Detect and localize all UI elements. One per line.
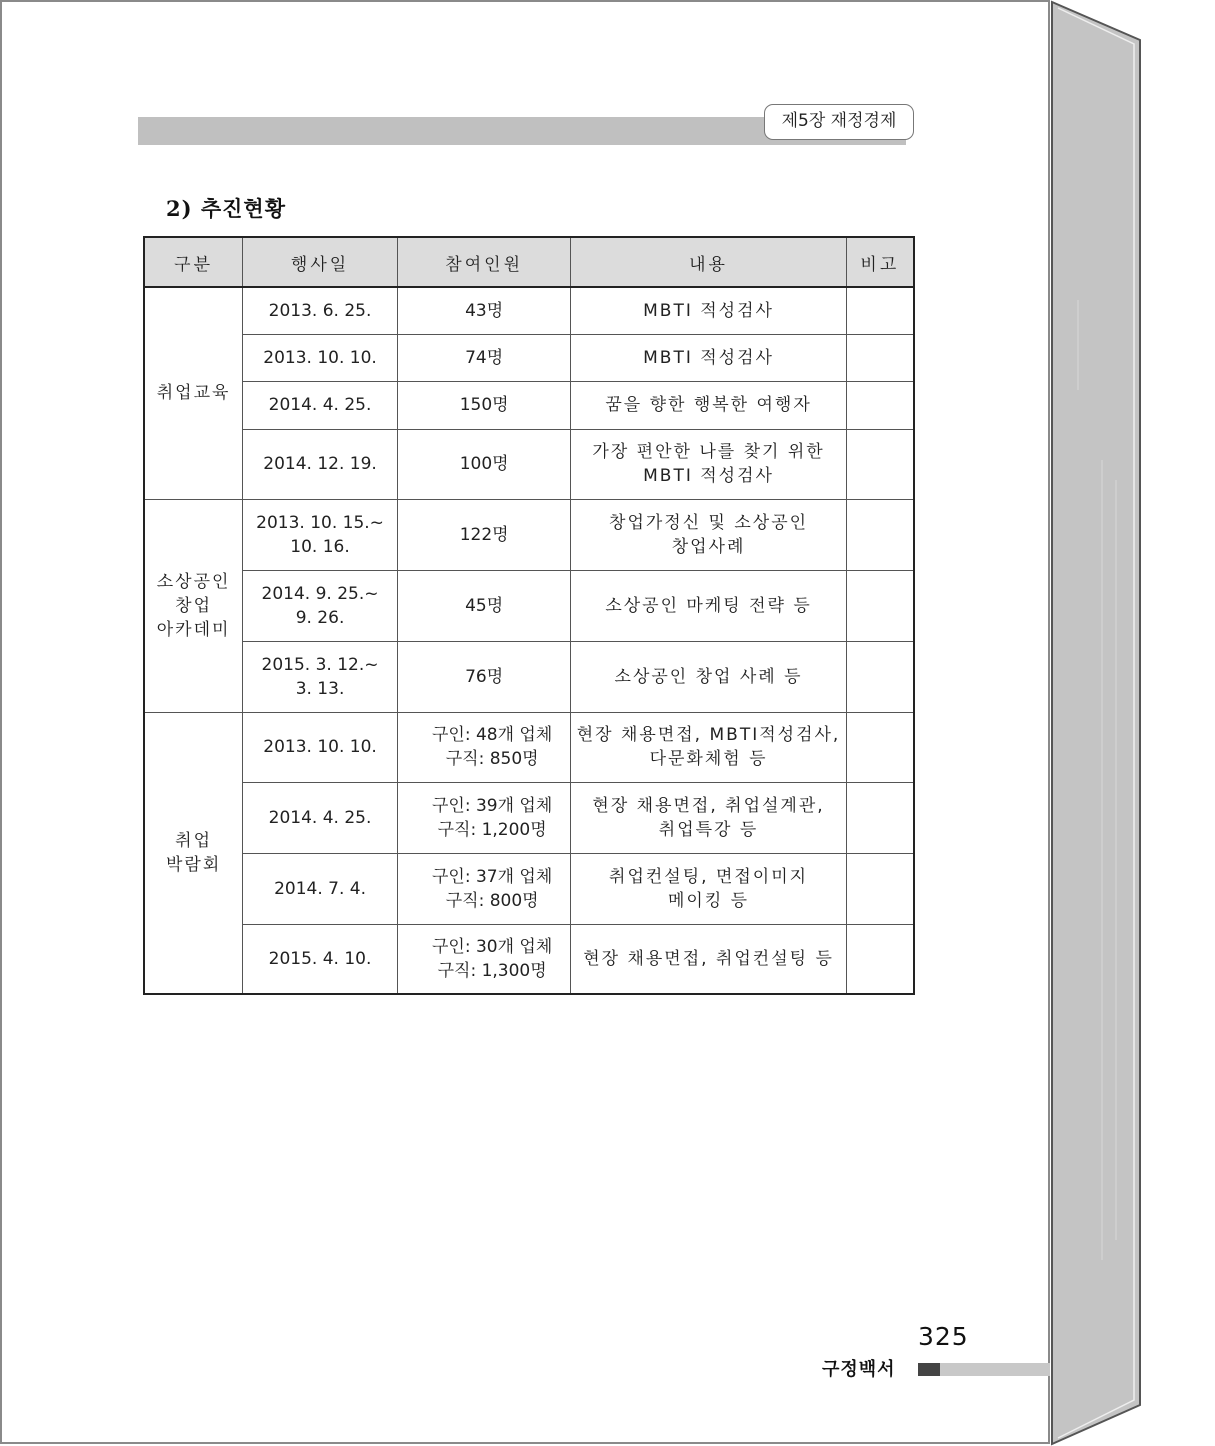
header-date: 행사일	[243, 237, 398, 287]
date-cell: 2014. 4. 25.	[243, 782, 398, 853]
people-cell: 122명	[397, 499, 571, 570]
table-row	[144, 712, 914, 782]
book-title: 구정백서	[822, 1359, 896, 1380]
content-cell: MBTI 적성검사	[571, 287, 846, 334]
date-cell: 2013. 6. 25.	[243, 287, 398, 334]
table-header-row	[144, 237, 914, 287]
content-cell: 창업가정신 및 소상공인 창업사례	[571, 499, 846, 570]
people-cell: 100명	[397, 429, 571, 499]
table-row	[144, 429, 914, 499]
table-row	[144, 641, 914, 712]
date-cell: 2014. 9. 25.~ 9. 26.	[243, 570, 398, 641]
note-cell	[846, 381, 914, 429]
date-cell: 2013. 10. 10.	[243, 712, 398, 782]
people-cell: 150명	[397, 381, 571, 429]
content-cell: 현장 채용면접, MBTI적성검사, 다문화체험 등	[571, 712, 846, 782]
date-cell: 2014. 12. 19.	[243, 429, 398, 499]
footer-marker	[918, 1363, 940, 1376]
content-cell: 소상공인 마케팅 전략 등	[571, 570, 846, 641]
content-cell: MBTI 적성검사	[571, 334, 846, 381]
content-cell: 꿈을 향한 행복한 여행자	[571, 381, 846, 429]
people-cell: 76명	[397, 641, 571, 712]
table-row	[144, 499, 914, 570]
header-category: 구분	[144, 237, 243, 287]
table-row	[144, 782, 914, 853]
note-cell	[846, 287, 914, 334]
header-content: 내용	[571, 237, 846, 287]
people-cell: 구인: 30개 업체 구직: 1,300명	[397, 924, 571, 994]
note-cell	[846, 924, 914, 994]
note-cell	[846, 334, 914, 381]
content-cell: 현장 채용면접, 취업컨설팅 등	[571, 924, 846, 994]
people-cell: 45명	[397, 570, 571, 641]
note-cell	[846, 782, 914, 853]
table-row	[144, 570, 914, 641]
category-cell: 취업교육	[144, 287, 243, 499]
people-cell: 74명	[397, 334, 571, 381]
status-table	[143, 236, 915, 995]
category-cell: 취업 박람회	[144, 712, 243, 994]
date-cell: 2013. 10. 10.	[243, 334, 398, 381]
people-cell: 구인: 37개 업체 구직: 800명	[397, 853, 571, 924]
people-cell: 구인: 39개 업체 구직: 1,200명	[397, 782, 571, 853]
table-row	[144, 287, 914, 334]
content-cell: 현장 채용면접, 취업설계관, 취업특강 등	[571, 782, 846, 853]
header-note: 비고	[846, 237, 914, 287]
footer-bar	[940, 1363, 1050, 1376]
date-cell: 2015. 4. 10.	[243, 924, 398, 994]
note-cell	[846, 429, 914, 499]
category-cell: 소상공인 창업 아카데미	[144, 499, 243, 712]
page-number: 325	[918, 1322, 969, 1351]
content-cell: 가장 편안한 나를 찾기 위한 MBTI 적성검사	[571, 429, 846, 499]
header-participants: 참여인원	[397, 237, 571, 287]
people-cell: 구인: 48개 업체 구직: 850명	[397, 712, 571, 782]
note-cell	[846, 853, 914, 924]
people-cell: 43명	[397, 287, 571, 334]
content-cell: 취업컨설팅, 면접이미지 메이킹 등	[571, 853, 846, 924]
date-cell: 2013. 10. 15.~ 10. 16.	[243, 499, 398, 570]
chapter-tag: 제5장 재정경제	[764, 104, 914, 140]
note-cell	[846, 499, 914, 570]
table-row	[144, 853, 914, 924]
note-cell	[846, 712, 914, 782]
section-title: 2) 추진현황	[166, 196, 287, 221]
date-cell: 2015. 3. 12.~ 3. 13.	[243, 641, 398, 712]
date-cell: 2014. 7. 4.	[243, 853, 398, 924]
table-row	[144, 924, 914, 994]
table-row	[144, 334, 914, 381]
note-cell	[846, 570, 914, 641]
table-row	[144, 381, 914, 429]
date-cell: 2014. 4. 25.	[243, 381, 398, 429]
note-cell	[846, 641, 914, 712]
content-cell: 소상공인 창업 사례 등	[571, 641, 846, 712]
